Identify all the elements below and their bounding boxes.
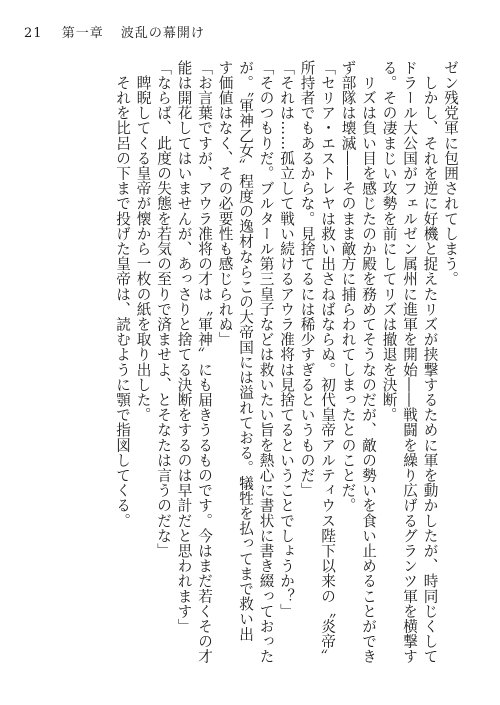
text-line: しかし、それを逆に好機と捉えたリズが挟撃するために軍を動かしたが、時同じくして [421, 60, 439, 664]
page-number: 21 [24, 26, 43, 41]
text-line: が。〝軍神乙女〟程度の逸材ならこの大帝国には溢れておる。犠牲を払ってまで救い出 [237, 60, 254, 642]
text-line: リズは負い目を感じたのか殿を務めてそうなのだが、敵の勢いを食い止めることができ [360, 60, 377, 664]
body-text [40, 60, 460, 680]
text-line: す価値はなく、その必要性も感じられぬ」 [216, 60, 234, 347]
text-line: 能は開花してはいませんが、あっさりと捨てる決断をするのは早計だと思われます」 [175, 60, 193, 634]
text-line: 「そのつもりだ。ブルタール第三皇子などは救いたい旨を熱心に書状に書き綴っておった [257, 60, 275, 664]
text-line: 「お言葉ですが、アウラ准将の才は〝軍神〟にも届きうるものです。今はまだ若くその才 [196, 60, 213, 664]
chapter-title: 波乱の幕開け [120, 26, 205, 41]
text-line: それを比呂の下まで投げた皇帝は、読むように顎で指図してくる。 [114, 60, 131, 529]
text-line: 「セリア・エストレヤは救い出さねばならぬ。初代皇帝アルティウス陛下以来の〝炎帝〟 [319, 60, 336, 664]
text-line: ず部隊は壊滅――そのまま敵方に捕らわれてしまったとのことだ。 [339, 60, 357, 513]
text-line: ドラール大公国がフェルゼン属州に進軍を開始――戦闘を繰り広げるグランツ軍を横撃す [401, 60, 418, 664]
text-line: 「ならば、此度の失態を若気の至りで済ませよ、とそなたは言うのだな」 [155, 60, 172, 559]
chapter-label: 第一章 [61, 26, 104, 41]
text-line: る。その凄まじい攻勢を前にしてリズは撤退を決断。 [380, 60, 398, 423]
text-line: 「それは……孤立して戦い続けるアウラ准将は見捨てるということでしょうか？」 [278, 60, 295, 619]
page-header [24, 22, 205, 41]
text-line: 所持者でもあるからな。見捨てるには稀少すぎるというものだ」 [298, 60, 316, 498]
text-line: 睥睨してくる皇帝が懐から一枚の紙を取り出した。 [134, 60, 152, 423]
text-line: ゼン残党軍に包囲されてしまう。 [442, 60, 459, 287]
